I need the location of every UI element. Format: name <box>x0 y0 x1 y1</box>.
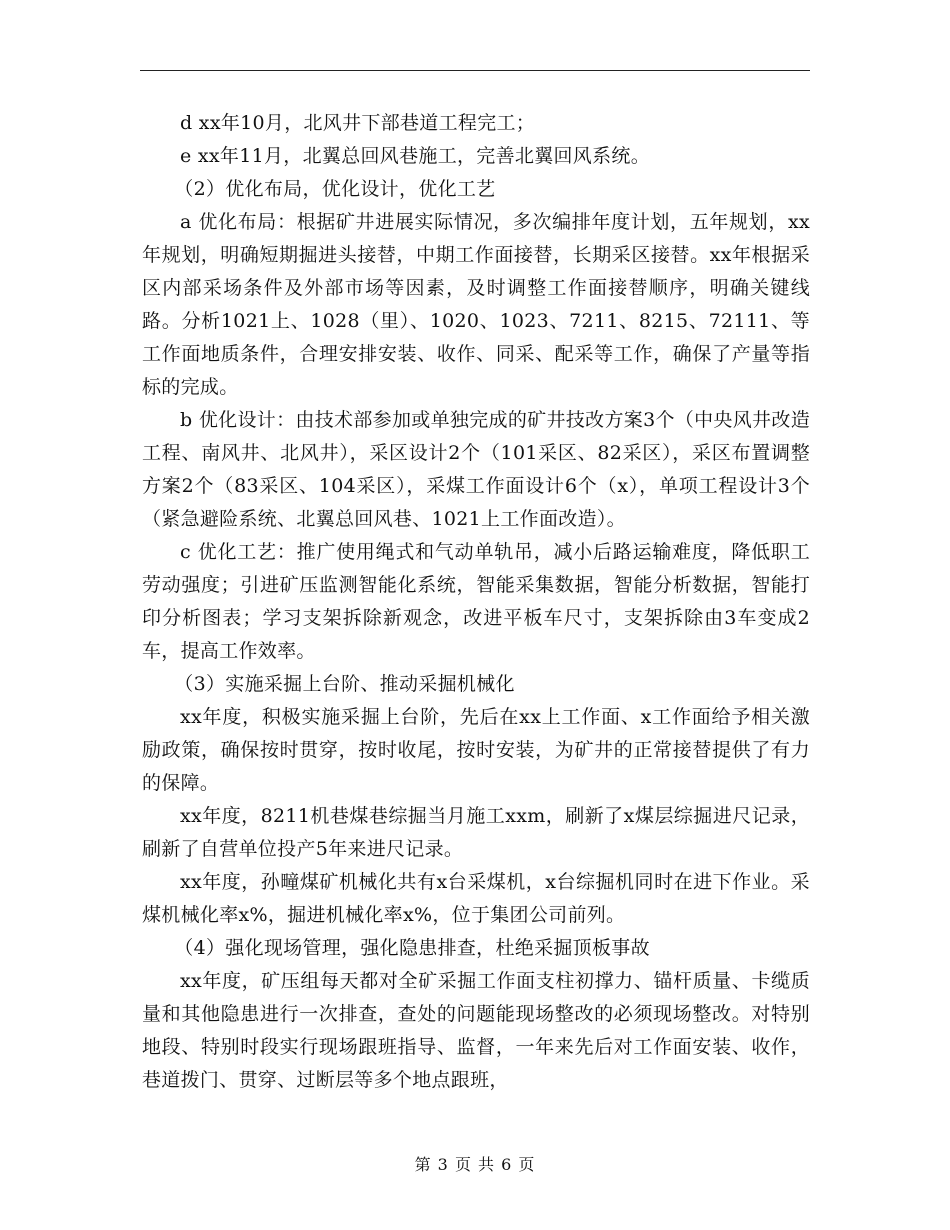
paragraph-e: e xx年11月，北翼总回风巷施工，完善北翼回风系统。 <box>180 145 650 167</box>
section-heading-4: （4）强化现场管理，强化隐患排查，杜绝采掘顶板事故 <box>174 937 650 959</box>
paragraph-optimize-layout: a 优化布局：根据矿井进展实际情况，多次编排年度计划，五年规划，xx年规划，明确短期掘进头接替，中期工作面接替，长期采区接替。xx年根据采区内部采场条件及外部市场等因素，及时调整工作面接替顺序，明确关键线路。分析1021上、1028（里）、1020、1023、7211、8215、72111、等工作面地质条件，合理安排安装、收作、同采、配采等工作，确保了产量等指标的完成。 <box>142 211 810 398</box>
paragraph-mining-step-up: xx年度，积极实施采掘上台阶，先后在xx上工作面、x工作面给予相关激励政策，确保按时贯穿，按时收尾，按时安装，为矿井的正常接替提供了有力的保障。 <box>142 706 810 794</box>
paragraph-site-management: xx年度，矿压组每天都对全矿采掘工作面支柱初撑力、锚杆质量、卡缆质量和其他隐患进行一次排查，查处的问题能现场整改的必须现场整改。对特别地段、特别时段实行现场跟班指导、监督，一年来先后对工作面安装、收作，巷道拨门、贯穿、过断层等多个地点跟班， <box>142 970 810 1091</box>
paragraph-d: d xx年10月，北风井下部巷道工程完工； <box>180 112 536 134</box>
page-number-footer: 第 3 页 共 6 页 <box>414 1155 536 1174</box>
paragraph-mechanization: xx年度，孙疃煤矿机械化共有x台采煤机，x台综掘机同时在进下作业。采煤机械化率x%，掘进机械化率x%，位于集团公司前列。 <box>142 871 810 926</box>
paragraph-optimize-process: c 优化工艺：推广使用绳式和气动单轨吊，减小后路运输难度，降低职工劳动强度；引进矿压监测智能化系统，智能采集数据，智能分析数据，智能打印分析图表；学习支架拆除新观念，改进平板车尺寸，支架拆除由3车变成2车，提高工作效率。 <box>142 541 810 662</box>
document-body <box>142 107 810 1097</box>
paragraph-optimize-design: b 优化设计：由技术部参加或单独完成的矿井技改方案3个（中央风井改造工程、南风井、北风井），采区设计2个（101采区、82采区），采区布置调整方案2个（83采区、104采区），采煤工作面设计6个（x），单项工程设计3个（紧急避险系统、北翼总回风巷、1021上工作面改造）。 <box>142 409 810 530</box>
header-rule <box>140 70 810 71</box>
section-heading-3: （3）实施采掘上台阶、推动采掘机械化 <box>174 673 515 695</box>
section-heading-2: （2）优化布局，优化设计，优化工艺 <box>174 178 496 200</box>
paragraph-footage-record: xx年度，8211机巷煤巷综掘当月施工xxm，刷新了x煤层综掘进尺记录，刷新了自营单位投产5年来进尺记录。 <box>142 805 810 860</box>
